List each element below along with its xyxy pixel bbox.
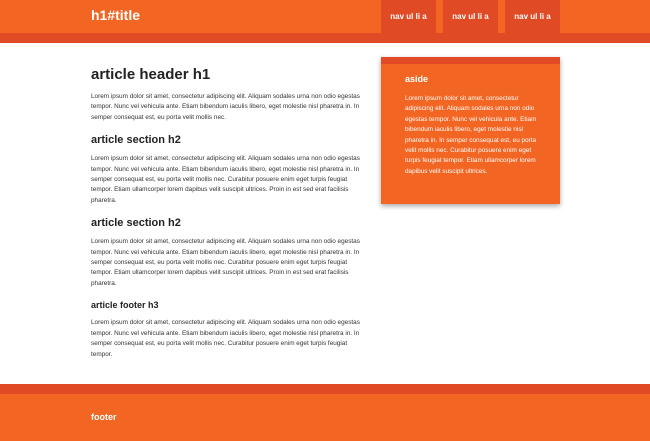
article-footer-text: Lorem ipsum dolor sit amet, consectetur adipiscing elit. Aliquam sodales urna non odio egestas tempor. Nunc vel vehicula ante. Etiam bibendum iaculis libero, eget molestie nisl pharetra in. In semper consequat est, eu porta velit mollis nec. Curabitur posuere enim eget turpis feugiat tempor. xyxy=(91,319,360,358)
header-band xyxy=(0,33,650,43)
aside-box xyxy=(381,57,560,204)
site-footer xyxy=(0,394,650,441)
aside-text: Lorem ipsum dolor sit amet, consectetur adipiscing elit. Aliquam sodales urna non odio egestas tempor. Nunc vel vehicula ante. Etiam bibendum iaculis libero, eget molestie nisl pharetra in. In semper consequat est, eu porta velit mollis nec. Curabitur posuere enim eget turpis feugiat tempor. Etiam ullamcorper lorem dapibus velit suscipit ultrices. xyxy=(405,95,537,175)
article-intro-text: Lorem ipsum dolor sit amet, consectetur adipiscing elit. Aliquam sodales urna non odio egestas tempor. Nunc vel vehicula ante. Etiam bibendum iaculis libero, eget molestie nisl pharetra in. In semper consequat est, eu porta velit mollis nec. xyxy=(91,93,360,121)
site-title: h1#title xyxy=(91,7,141,23)
aside-band xyxy=(381,57,560,64)
footer-band xyxy=(0,384,650,394)
nav-link-1[interactable]: nav ul li a xyxy=(381,0,436,33)
article xyxy=(91,66,361,370)
main-nav xyxy=(381,0,560,33)
section-heading: article section h2 xyxy=(91,134,181,147)
article-footer-heading: article footer h3 xyxy=(91,300,159,311)
section-text: Lorem ipsum dolor sit amet, consectetur adipiscing elit. Aliquam sodales urna non odio egestas tempor. Nunc vel vehicula ante. Etiam bibendum iaculis libero, eget molestie nisl pharetra in. In semper consequat est, eu porta velit mollis nec. Curabitur posuere enim eget turpis feugiat tempor. Etiam ullamcorper lorem dapibus velit suscipit ultrices. Proin in est sed erat facilisis pharetra. xyxy=(91,155,360,204)
section-heading: article section h2 xyxy=(91,217,181,230)
article-heading: article header h1 xyxy=(91,66,211,83)
nav-link-2[interactable]: nav ul li a xyxy=(443,0,498,33)
nav-link-3[interactable]: nav ul li a xyxy=(505,0,560,33)
footer-text: footer xyxy=(91,412,117,422)
site-header xyxy=(0,0,650,33)
section-text: Lorem ipsum dolor sit amet, consectetur adipiscing elit. Aliquam sodales urna non odio egestas tempor. Nunc vel vehicula ante. Etiam bibendum iaculis libero, eget molestie nisl pharetra in. In semper consequat est, eu porta velit mollis nec. Curabitur posuere enim eget turpis feugiat tempor. Etiam ullamcorper lorem dapibus velit suscipit ultrices. Proin in est sed erat facilisis pharetra. xyxy=(91,238,360,287)
aside-title: aside xyxy=(405,74,429,84)
